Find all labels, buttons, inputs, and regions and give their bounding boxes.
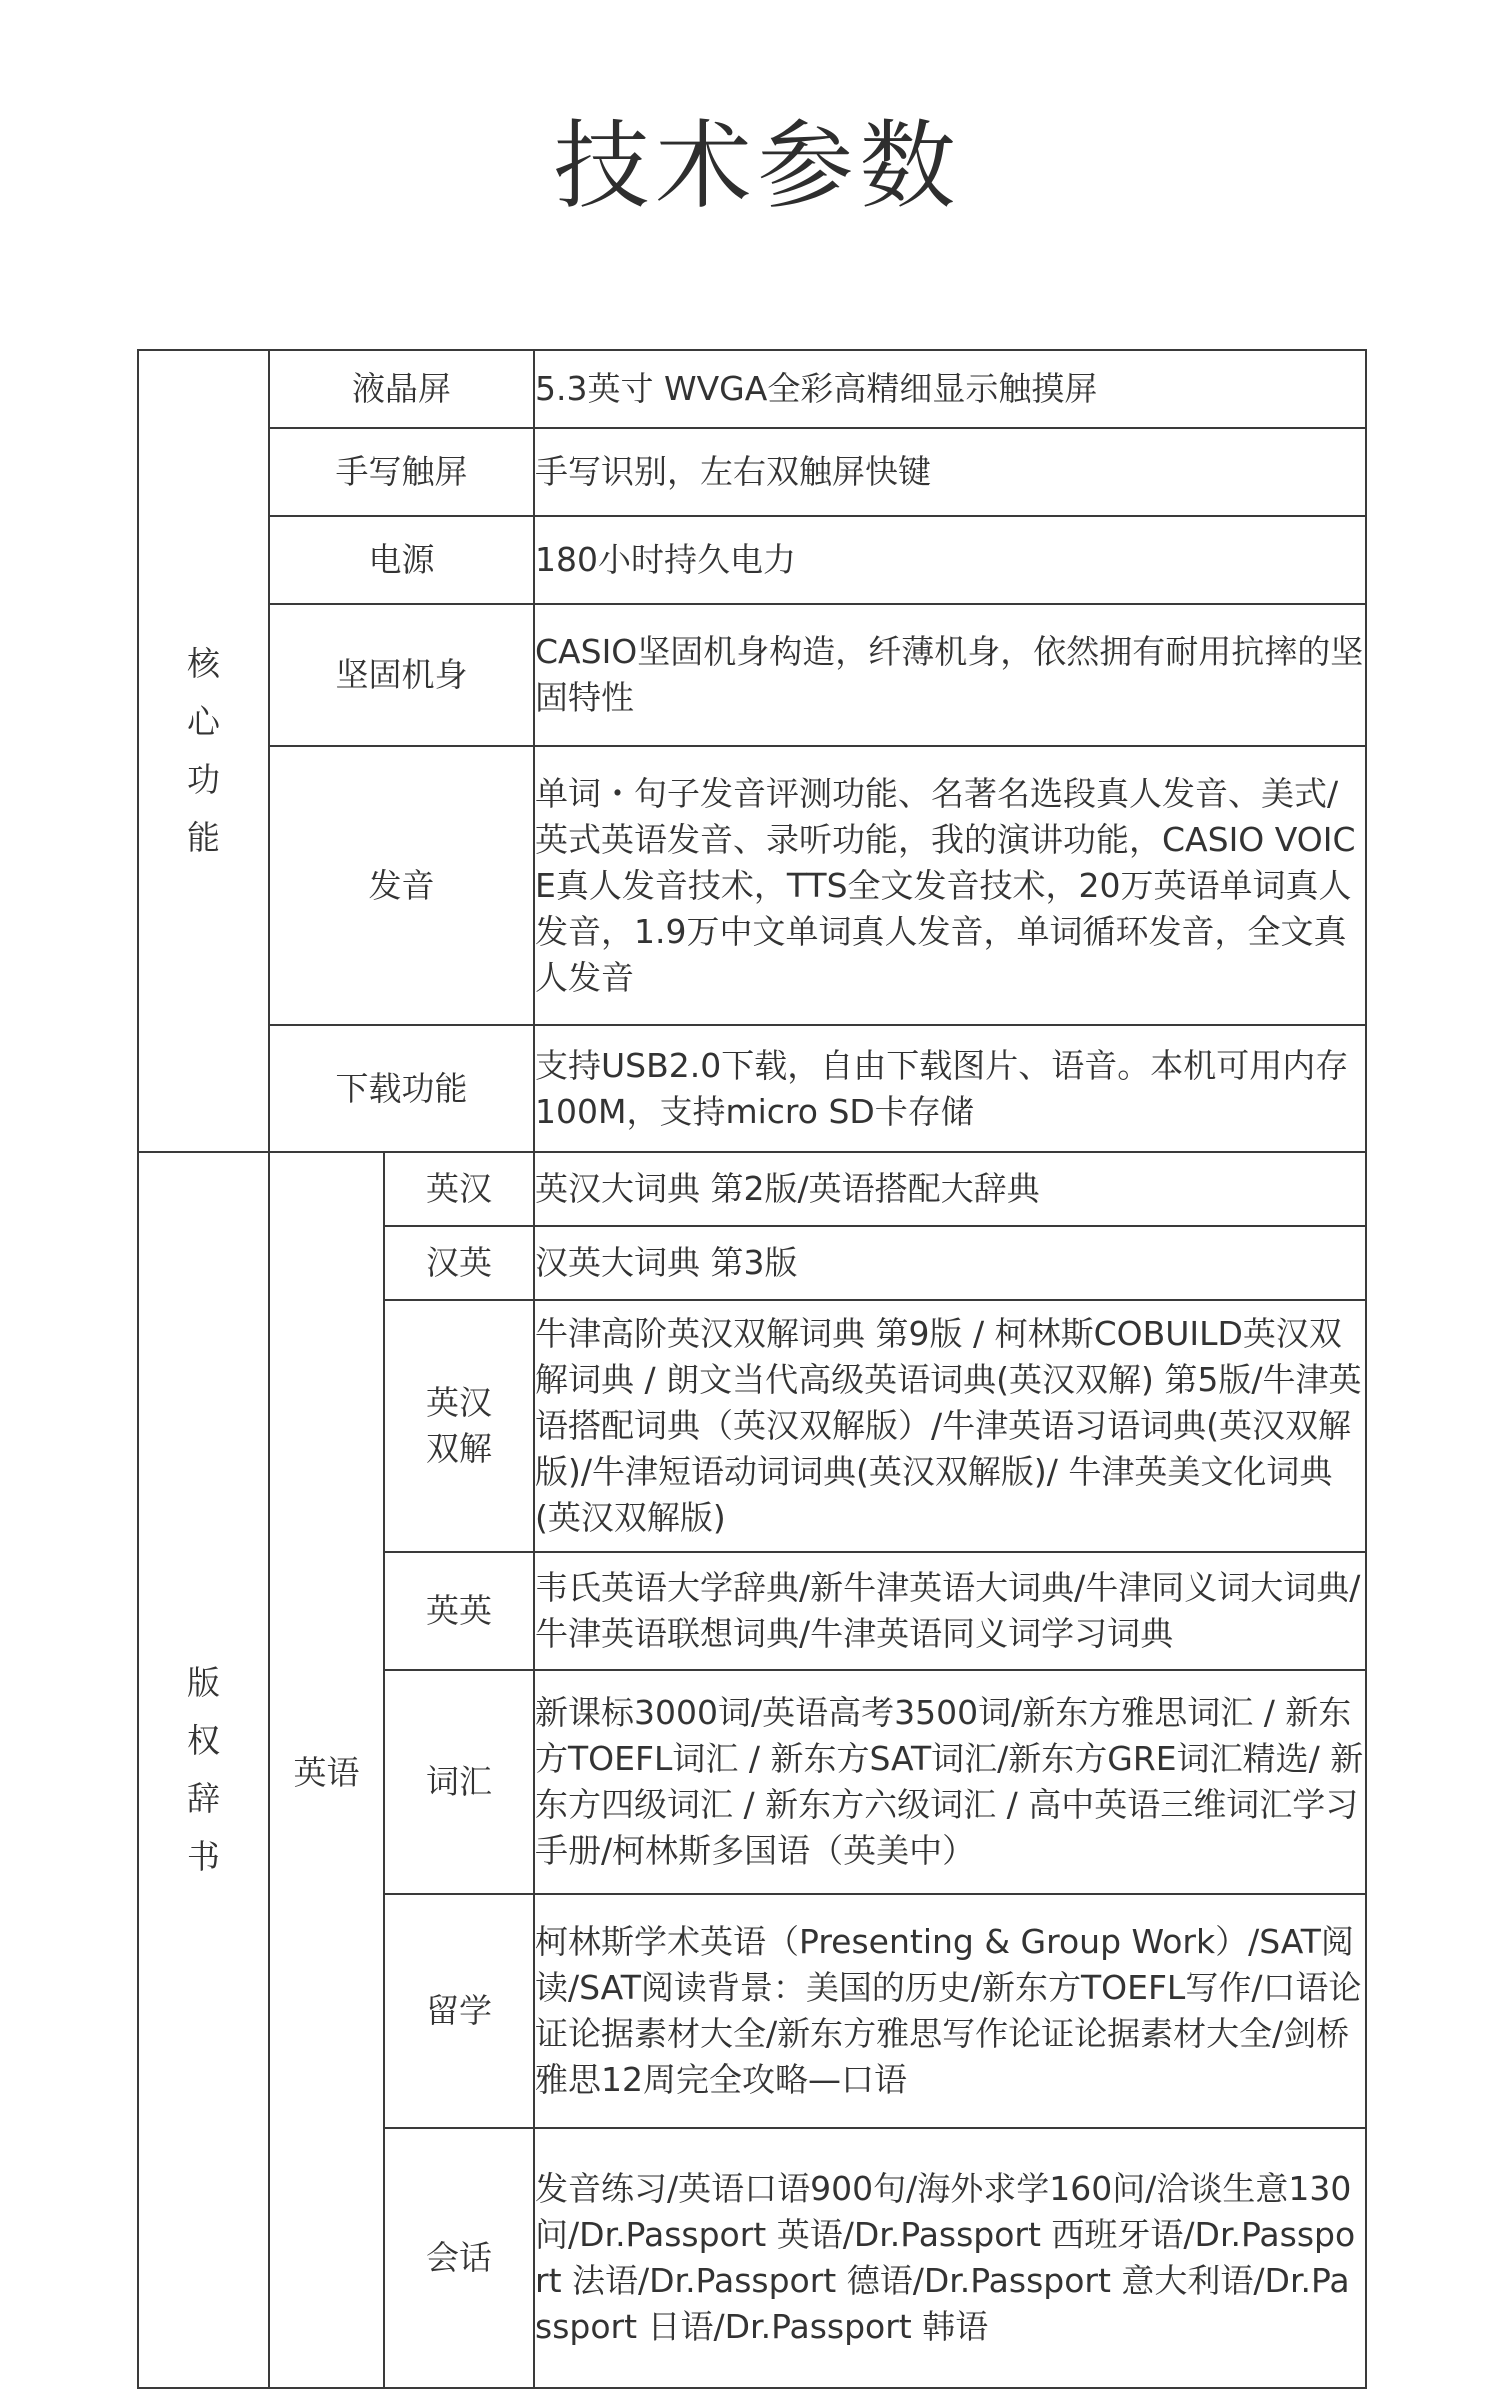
table-row	[138, 516, 1366, 604]
row-label: 下载功能	[269, 1025, 534, 1152]
group-label: 版权辞书	[187, 1663, 220, 1876]
table-row	[138, 1025, 1366, 1152]
group-label: 核心功能	[187, 644, 220, 857]
page-title: 技术参数	[553, 110, 962, 222]
row-label: 英英	[384, 1552, 534, 1670]
table-row	[138, 350, 1366, 428]
row-value: 手写识别，左右双触屏快键	[534, 428, 1366, 516]
row-label: 词汇	[384, 1670, 534, 1894]
row-label: 汉英	[384, 1226, 534, 1300]
row-label: 电源	[269, 516, 534, 604]
row-value: 柯林斯学术英语（Presenting & Group Work）/SAT阅读/SAT阅读背景：美国的历史/新东方TOEFL写作/口语论证论据素材大全/新东方雅思写作论证论据素材大全/剑桥雅思12周完全攻略—口语	[534, 1894, 1366, 2128]
row-value: 单词・句子发音评测功能、名著名选段真人发音、美式/英式英语发音、录听功能，我的演讲功能，CASIO VOICE真人发音技术，TTS全文发音技术，20万英语单词真人发音，1.9万中文单词真人发音，单词循环发音，全文真人发音	[534, 746, 1366, 1025]
spec-table	[137, 349, 1367, 2389]
row-label: 发音	[269, 746, 534, 1025]
row-value: CASIO坚固机身构造，纤薄机身，依然拥有耐用抗摔的坚固特性	[534, 604, 1366, 746]
table-row	[138, 1152, 1366, 1226]
table-row	[138, 428, 1366, 516]
row-value: 汉英大词典 第3版	[534, 1226, 1366, 1300]
row-label: 英汉双解	[426, 1383, 492, 1468]
group-dictionaries	[138, 1152, 269, 2388]
row-label: 液晶屏	[269, 350, 534, 428]
row-value: 韦氏英语大学辞典/新牛津英语大词典/牛津同义词大词典/牛津英语联想词典/牛津英语同义词学习词典	[534, 1552, 1366, 1670]
row-value: 英汉大词典 第2版/英语搭配大辞典	[534, 1152, 1366, 1226]
row-label: 留学	[384, 1894, 534, 2128]
row-label: 英汉	[384, 1152, 534, 1226]
row-value: 支持USB2.0下载，自由下载图片、语音。本机可用内存100M，支持micro SD卡存储	[534, 1025, 1366, 1152]
row-label: 手写触屏	[269, 428, 534, 516]
row-value: 新课标3000词/英语高考3500词/新东方雅思词汇 / 新东方TOEFL词汇 / 新东方SAT词汇/新东方GRE词汇精选/ 新东方四级词汇 / 新东方六级词汇 / 高中英语三维词汇学习手册/柯林斯多国语（英美中）	[534, 1670, 1366, 1894]
row-label: 坚固机身	[269, 604, 534, 746]
row-value: 180小时持久电力	[534, 516, 1366, 604]
row-label: 会话	[384, 2128, 534, 2388]
subgroup-english	[269, 1152, 384, 2388]
table-row	[138, 604, 1366, 746]
row-value: 牛津高阶英汉双解词典 第9版 / 柯林斯COBUILD英汉双解词典 / 朗文当代高级英语词典(英汉双解) 第5版/牛津英语搭配词典（英汉双解版）/牛津英语习语词典(英汉双解版)/牛津短语动词词典(英汉双解版)/ 牛津英美文化词典(英汉双解版)	[534, 1300, 1366, 1552]
row-label-cell	[384, 1300, 534, 1552]
row-value: 5.3英寸 WVGA全彩高精细显示触摸屏	[534, 350, 1366, 428]
table-row	[138, 746, 1366, 1025]
group-core	[138, 350, 269, 1152]
subgroup-label: 英语	[293, 1752, 360, 1792]
row-value: 发音练习/英语口语900句/海外求学160问/洽谈生意130问/Dr.Passport 英语/Dr.Passport 西班牙语/Dr.Passport 法语/Dr.Passport 德语/Dr.Passport 意大利语/Dr.Passport 日语/Dr.Passport 韩语	[534, 2128, 1366, 2388]
